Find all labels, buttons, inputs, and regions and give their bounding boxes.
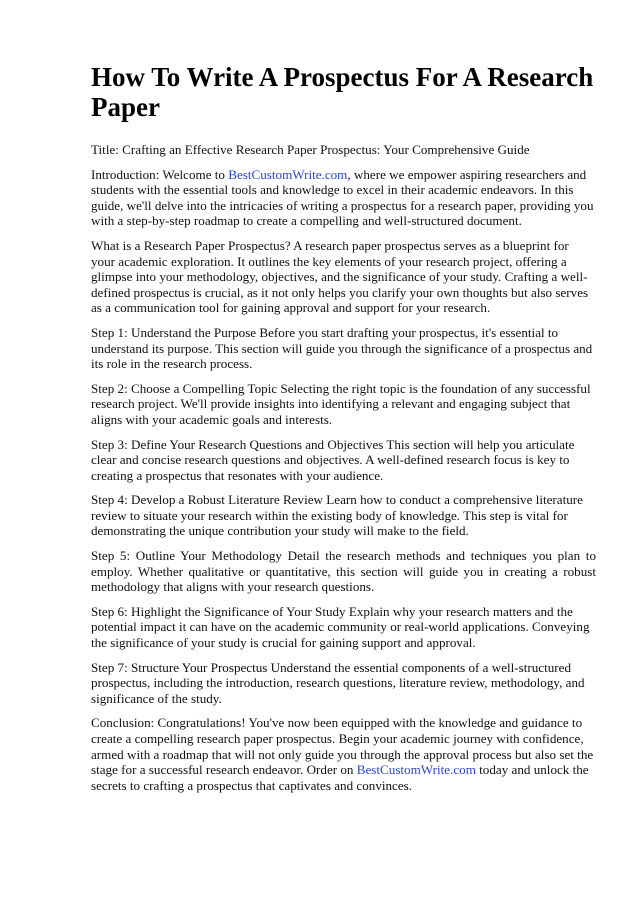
- step-3-paragraph: Step 3: Define Your Research Questions and Objectives This section will help you articulate clear and concise research questions and objectives. A well-defined research focus is key to creating a prospectus that resonates with your audience.: [91, 436, 575, 483]
- step-5-paragraph: Step 5: Outline Your Methodology Detail the research methods and techniques you plan to employ. Whether qualitative or quantitative, this section will guide you in creating a robust methodology that aligns with your research questions.: [91, 548, 596, 595]
- step-1-paragraph: Step 1: Understand the Purpose Before you start drafting your prospectus, it's essential to understand its purpose. This section will guide you through the significance of a prospectus and its role in the research process.: [91, 324, 593, 372]
- introduction-paragraph: [91, 167, 596, 229]
- title-paragraph: Title: Crafting an Effective Research Paper Prospectus: Your Comprehensive Guide: [91, 142, 530, 157]
- what-is-paragraph: What is a Research Paper Prospectus? A research paper prospectus serves as a blueprint for your academic exploration. It outlines the key elements of your research project, offering a glimpse into your methodology, objectives, and the significance of your study. Crafting a well-defined prospectus is crucial, as it not only helps you clarify your own thoughts but also serves as a communication tool for gaining approval and support for your research.: [91, 237, 589, 316]
- document-page: [91, 62, 596, 802]
- document-heading: How To Write A Prospectus For A Research Paper: [91, 62, 594, 122]
- bestcustomwrite-link-conclusion[interactable]: BestCustomWrite.com: [356, 762, 476, 778]
- intro-text-start: Introduction: Welcome to: [91, 166, 229, 182]
- conclusion-text-start: Conclusion: Congratulations! You've now been equipped with the knowledge and guidance to create a compelling research paper prospectus. Begin your academic journey with confidence, armed with a roadmap that will not only guide you through the approval process but also set the stage for a successful research endeavor. Order on: [91, 715, 594, 778]
- conclusion-text-end: today and unlock the secrets to crafting a prospectus that captivates and convinces.: [91, 762, 589, 793]
- step-6-paragraph: Step 6: Highlight the Significance of Your Study Explain why your research matters and the potential impact it can have on the academic community or real-world applications. Conveying the significance of your study is crucial for gaining support and approval.: [91, 603, 590, 651]
- conclusion-paragraph: [91, 715, 596, 793]
- bestcustomwrite-link-intro[interactable]: BestCustomWrite.com: [228, 166, 348, 182]
- step-2-paragraph: Step 2: Choose a Compelling Topic Selecting the right topic is the foundation of any successful research project. We'll provide insights into identifying a relevant and engaging subject that aligns with your academic goals and interests.: [91, 380, 591, 427]
- step-4-paragraph: Step 4: Develop a Robust Literature Review Learn how to conduct a comprehensive literature review to situate your research within the existing body of knowledge. This step is vital for demonstrating the unique contribution your study will make to the field.: [91, 492, 583, 539]
- step-7-paragraph: Step 7: Structure Your Prospectus Understand the essential components of a well-structured prospectus, including the introduction, research questions, literature review, methodology, and significance of the study.: [91, 659, 585, 706]
- intro-text-end: , where we empower aspiring researchers and students with the essential tools and knowledge to excel in their academic endeavors. In this guide, we'll delve into the intricacies of writing a prospectus for a research paper, providing you with a step-by-step roadmap to create a compelling and well-structured document.: [91, 166, 594, 229]
